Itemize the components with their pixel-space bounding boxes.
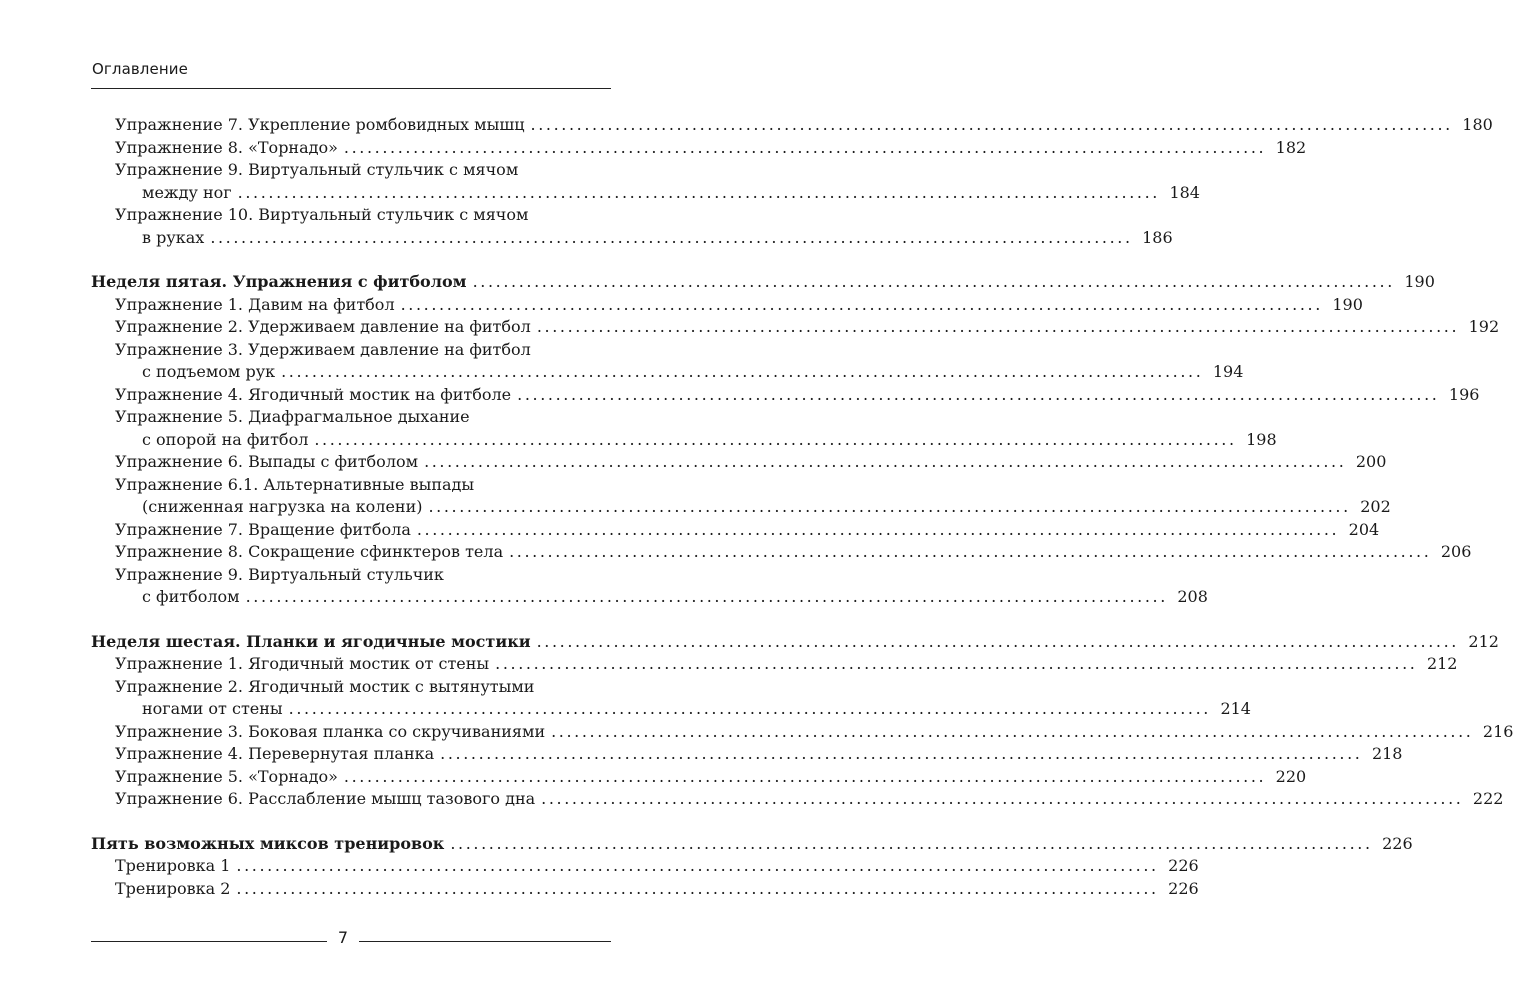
toc-entry-title: Упражнение 5. Диафрагмальное дыхание bbox=[115, 407, 470, 426]
toc-leader-line bbox=[142, 496, 1391, 518]
toc-leader-line bbox=[115, 541, 1472, 563]
toc-dot-leader: ........................................................................................................................ bbox=[541, 789, 1464, 808]
toc-page-number: 220 bbox=[1275, 766, 1307, 786]
toc-dot-leader: ........................................................................................................................ bbox=[530, 115, 1453, 134]
toc-leader-line bbox=[115, 137, 1307, 159]
toc-page-number: 214 bbox=[1220, 699, 1251, 718]
toc-dot-leader: ........................................................................................................................ bbox=[551, 721, 1474, 741]
toc-dot-leader: ........................................................................................................................ bbox=[509, 542, 1432, 561]
toc-page-number: 180 bbox=[1462, 115, 1493, 134]
toc-page-number: 212 bbox=[1468, 631, 1499, 651]
toc-dot-leader: ........................................................................................................................ bbox=[424, 452, 1347, 471]
toc-leader-line bbox=[115, 451, 1387, 473]
toc-entry-title: Упражнение 8. «Торнадо» bbox=[115, 137, 338, 157]
toc-entry-title: с фитболом bbox=[142, 587, 240, 606]
toc-dot-leader: ........................................................................................................................ bbox=[536, 631, 1459, 651]
toc-entry-title: Упражнение 7. Укрепление ромбовидных мышц bbox=[115, 115, 525, 134]
toc-dot-leader: ........................................................................................................................ bbox=[281, 362, 1204, 381]
toc-entry-title: между ног bbox=[142, 182, 232, 202]
toc-leader-line bbox=[142, 227, 1173, 249]
toc-dot-leader: ........................................................................................................................ bbox=[400, 294, 1323, 314]
footer-rule-left bbox=[91, 941, 327, 942]
toc-leader-line bbox=[115, 878, 1199, 900]
toc-page-number: 186 bbox=[1142, 227, 1173, 247]
toc-dot-leader: ........................................................................................................................ bbox=[236, 878, 1159, 898]
toc-page-number: 196 bbox=[1448, 384, 1480, 404]
toc-dot-leader: ........................................................................................................................ bbox=[288, 699, 1211, 718]
toc-page-number: 202 bbox=[1360, 497, 1391, 516]
toc-entry-title: с подъемом рук bbox=[142, 362, 276, 381]
toc-dot-leader: ........................................................................................................................ bbox=[245, 587, 1168, 606]
toc-dot-leader: ........................................................................................................................ bbox=[343, 137, 1267, 157]
toc-dot-leader: ........................................................................................................................ bbox=[343, 766, 1267, 786]
toc-dot-leader: ........................................................................................................................ bbox=[314, 429, 1237, 449]
toc-page-number: 208 bbox=[1177, 587, 1208, 606]
toc-page-number: 182 bbox=[1275, 137, 1307, 157]
toc-leader-line bbox=[142, 698, 1251, 720]
toc-dot-leader: ........................................................................................................................ bbox=[428, 497, 1351, 516]
toc-entry-title: Упражнение 4. Ягодичный мостик на фитболе bbox=[115, 384, 512, 404]
toc-page-number: 190 bbox=[1404, 272, 1435, 291]
toc-page-number: 206 bbox=[1440, 542, 1472, 561]
page-number: 7 bbox=[337, 928, 349, 947]
toc-entry-title: Упражнение 5. «Торнадо» bbox=[115, 766, 338, 786]
toc-entry-title: Упражнение 1. Давим на фитбол bbox=[115, 294, 395, 314]
toc-entry-title: Упражнение 1. Ягодичный мостик от стены bbox=[115, 654, 490, 673]
toc-dot-leader: ........................................................................................................................ bbox=[210, 227, 1133, 247]
toc-page-number: 198 bbox=[1246, 429, 1277, 449]
toc-page-number: 226 bbox=[1382, 833, 1413, 853]
toc-dot-leader: ........................................................................................................................ bbox=[237, 182, 1160, 202]
toc-dot-leader: ........................................................................................................................ bbox=[416, 519, 1340, 539]
toc-entry-title: Тренировка 2 bbox=[115, 878, 231, 898]
toc-leader-line bbox=[115, 743, 1403, 765]
page-footer bbox=[91, 928, 611, 952]
toc-dot-leader: ........................................................................................................................ bbox=[440, 744, 1363, 763]
toc-leader-line bbox=[115, 653, 1458, 675]
toc-leader-line bbox=[115, 721, 1513, 743]
toc-leader-line bbox=[115, 384, 1480, 406]
toc-entry-title: Тренировка 1 bbox=[115, 856, 231, 875]
toc-leader-line bbox=[91, 833, 1413, 855]
toc-entry-title: Упражнение 7. Вращение фитбола bbox=[115, 519, 411, 539]
toc-leader-line bbox=[142, 361, 1244, 383]
toc-page-number: 216 bbox=[1482, 721, 1513, 741]
toc-entry-title: Упражнение 6.1. Альтернативные выпады bbox=[115, 474, 475, 494]
toc-entry-title: Упражнение 2. Ягодичный мостик с вытянутыми bbox=[115, 676, 535, 696]
toc-leader-line bbox=[115, 519, 1380, 541]
toc-page-number: 222 bbox=[1472, 789, 1504, 808]
toc-dot-leader: ........................................................................................................................ bbox=[517, 384, 1440, 404]
toc-dot-leader: ........................................................................................................................ bbox=[450, 833, 1373, 853]
toc-leader-line bbox=[115, 788, 1504, 810]
toc-leader-line bbox=[115, 766, 1307, 788]
toc-page-number: 200 bbox=[1355, 452, 1387, 471]
toc-leader-line bbox=[142, 586, 1208, 608]
toc-section-title: Неделя пятая. Упражнения с фитболом bbox=[91, 272, 467, 291]
toc-entry-title: Упражнение 4. Перевернутая планка bbox=[115, 744, 435, 763]
toc-leader-line bbox=[142, 429, 1277, 451]
toc-page-number: 212 bbox=[1426, 654, 1458, 673]
toc-dot-leader: ........................................................................................................................ bbox=[536, 317, 1460, 336]
toc-page-number: 192 bbox=[1468, 317, 1500, 336]
toc-page-number: 226 bbox=[1168, 878, 1199, 898]
footer-rule-right bbox=[359, 941, 611, 942]
toc-leader-line bbox=[115, 855, 1199, 877]
toc-section-title: Пять возможных миксов тренировок bbox=[91, 833, 445, 853]
toc-dot-leader: ........................................................................................................................ bbox=[236, 856, 1159, 875]
toc-entry-title: Упражнение 9. Виртуальный стульчик с мячом bbox=[115, 160, 519, 179]
toc-entry-title: Упражнение 3. Боковая планка со скручиваниями bbox=[115, 721, 546, 741]
toc-entry-title: Упражнение 6. Расслабление мышц тазового дна bbox=[115, 789, 536, 808]
toc-page-number: 194 bbox=[1212, 362, 1244, 381]
toc-page-number: 218 bbox=[1371, 744, 1403, 763]
toc-dot-leader: ........................................................................................................................ bbox=[472, 272, 1395, 291]
toc-page-number: 204 bbox=[1348, 519, 1380, 539]
toc-dot-leader: ........................................................................................................................ bbox=[495, 654, 1418, 673]
toc-entry-title: (сниженная нагрузка на колени) bbox=[142, 497, 423, 516]
toc-leader-line bbox=[91, 631, 1499, 653]
toc-leader-line bbox=[115, 114, 1493, 136]
toc-entry-title: Упражнение 8. Сокращение сфинктеров тела bbox=[115, 542, 504, 561]
toc-entry-title: Упражнение 10. Виртуальный стульчик с мячом bbox=[115, 205, 529, 224]
toc-leader-line bbox=[115, 316, 1500, 338]
toc-page-number: 190 bbox=[1332, 294, 1363, 314]
toc-leader-line bbox=[142, 182, 1200, 204]
toc-entry-title: ногами от стены bbox=[142, 699, 283, 718]
toc-entry-title: Упражнение 3. Удерживаем давление на фитбол bbox=[115, 339, 531, 359]
toc-entry-title: с опорой на фитбол bbox=[142, 429, 309, 449]
running-head: Оглавление bbox=[92, 60, 188, 78]
toc-entry-title: Упражнение 2. Удерживаем давление на фитбол bbox=[115, 317, 531, 336]
toc-entry-title: Упражнение 6. Выпады с фитболом bbox=[115, 452, 419, 471]
header-rule bbox=[91, 88, 611, 89]
toc-leader-line bbox=[115, 294, 1363, 316]
toc-entry-title: в руках bbox=[142, 227, 205, 247]
toc-section-title: Неделя шестая. Планки и ягодичные мостики bbox=[91, 631, 531, 651]
toc-page-number: 226 bbox=[1168, 856, 1199, 875]
toc-entry-title: Упражнение 9. Виртуальный стульчик bbox=[115, 564, 444, 584]
toc-leader-line bbox=[91, 271, 1435, 293]
toc-page-number: 184 bbox=[1169, 182, 1200, 202]
